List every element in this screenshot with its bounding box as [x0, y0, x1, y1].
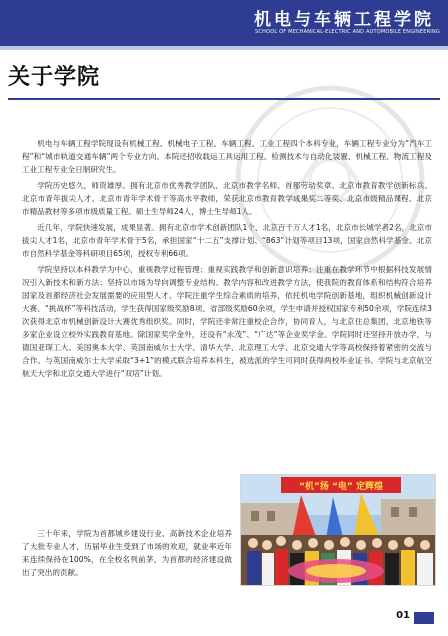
header-stripe: [0, 46, 448, 50]
paragraph-teaching: 学院坚持以本科教学为中心，重视教学过程管理；重视实践教学和创新意识培养；注重在教学环节中根据科技发展情况引入新技术和新方法；坚持以市场为导向调整专业结构、教学内容和改进教学方法，使我院的教育体系和结构符合培养国家及首都经济社会发展需要的应用型人才。学院注重学生综合素质的培养，依托机电学院创新基地，组织机械创新设计大赛、“挑战杯”等科技活动，学生获得国家级奖励8项、省部级奖励60余项，学生申请并授权国家专利50余项，学院连续3次获得北京市机械创新设计大赛优秀组织奖。同时，学院还非常注重校企合作，协同育人，与北京住总集团、北京地铁等多家企业设立校外实践教育基地。除国家奖学金外，还设有“永茂”、“广达”等企业奖学金。学院同时还坚持开放办学，与德国亚琛工大、美国奥本大学、英国南威尔士大学、清华大学、北京理工大学、北京交通大学等高校保持着紧密的交流与合作。与英国南威尔士大学采取“3+1”的模式联合培养本科生，被选派的学生可同时获得两校毕业证书。学院与北京航空航天大学和北京交通大学进行“双培”计划。: [22, 265, 432, 378]
school-name: 机电与车辆工程学院: [254, 10, 434, 30]
paragraph-intro: 机电与车辆工程学院现设有机械工程、机械电子工程、车辆工程、工业工程四个本科专业，车辆工程专业分为“汽车工程”和“城市轨道交通车辆”两个专业方向。本院还招收载运工具运用工程、检测技术与自动化装置、机械工程、物流工程及工业工程专业全日制研究生。: [22, 139, 432, 174]
school-name-english: SCHOOL OF MECHANICAL-ELECTRIC AND AUTOMOBILE ENGINEERING: [255, 29, 440, 35]
page-title: 关于学院: [8, 65, 101, 90]
page-number-bar: [414, 612, 434, 624]
paragraph-faculty: 学院历史悠久，师资雄厚。拥有北京市优秀教学团队、北京市教学名师、首都劳动奖章、北京市教育教学创新标兵、北京市青年拔尖人才、北京市青年学术骨干等高水平教师，荣获北京市教育教学成果奖二等奖、北京市级精品课程、北京市精品教材等多项市级质量工程。硕士生导师24人，博士生导师1人。: [22, 181, 432, 216]
paragraph-achievements: 近几年，学院快速发展，成果显著。拥有北京市学术创新团队1个、北京百千万人才1名，北京市长城学者2名，北京市拔尖人才1名，北京市青年学术骨干5名，承担国家“十二五”支撑计划、“863”计划等项目13项，国家自然科学基金、北京市自然科学基金等科研项目65项，授权专利66项。: [22, 223, 432, 258]
paragraph-closing: 三十年来，学院为首都城乡建设行业、高新技术企业培养了大批专业人才，历届毕业生受到了市场的欢迎，就业率近年来连续保持在100%，在全校名列前茅，为首都的经济建设做出了突出的贡献。: [22, 529, 232, 577]
section-heading: [8, 64, 440, 100]
article-body: [22, 137, 432, 383]
title-underline: [8, 98, 440, 100]
page-header: [0, 0, 448, 46]
photo-banner-text: “机”扬 “电” 定辉煌: [299, 482, 383, 492]
closing-paragraph-block: [22, 527, 232, 579]
event-photo: [240, 474, 436, 586]
page-number: 01: [396, 610, 410, 621]
